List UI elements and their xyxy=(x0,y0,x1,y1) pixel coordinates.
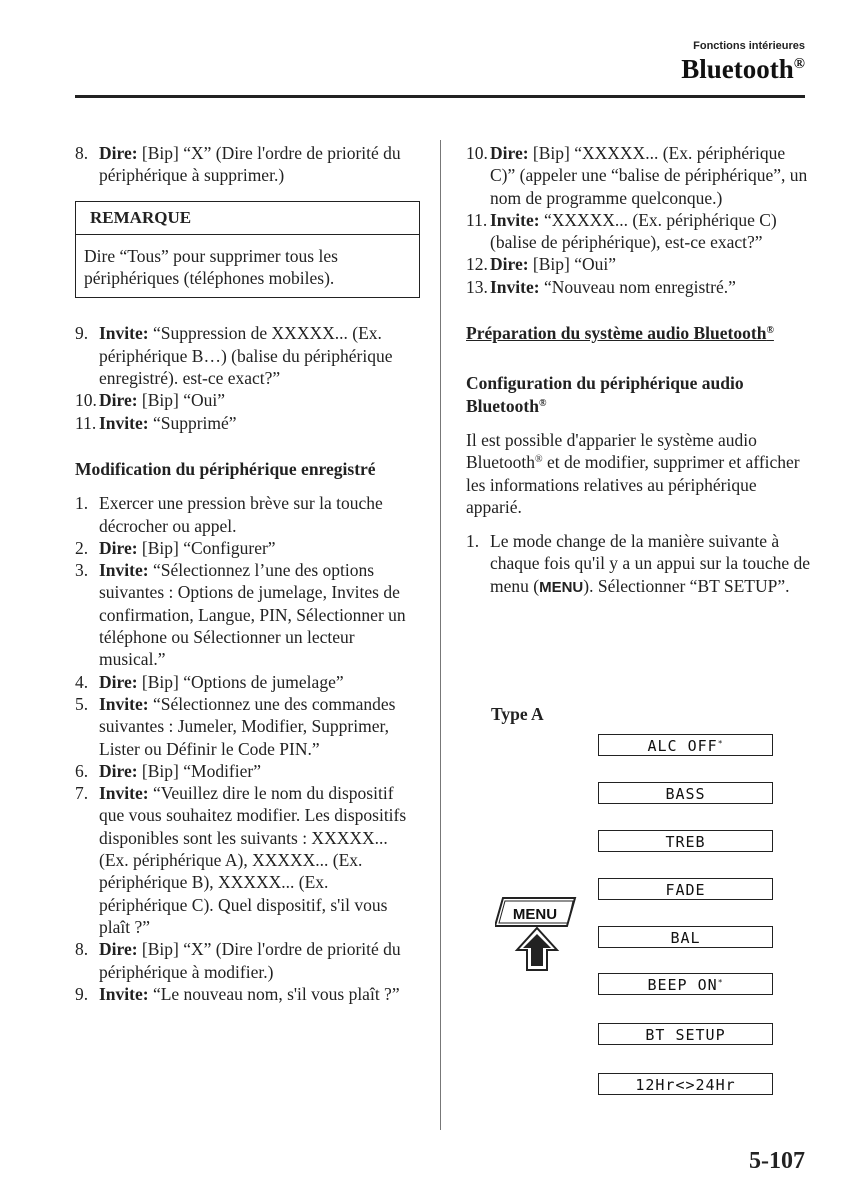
item-number: 3. xyxy=(75,560,89,581)
section-heading-configuration xyxy=(466,372,811,417)
spacer xyxy=(466,518,811,530)
header-section: Fonctions intérieures xyxy=(693,40,805,52)
menu-button-illustration xyxy=(495,896,581,983)
type-a-label: Type A xyxy=(491,704,544,724)
list-item xyxy=(466,209,811,254)
note-title: REMARQUE xyxy=(76,202,419,235)
item-label: Dire: xyxy=(490,254,529,275)
display-text: BEEP ON xyxy=(647,976,718,994)
intro-paragraph xyxy=(466,429,811,518)
item-number: 8. xyxy=(75,939,89,960)
display-text: TREB xyxy=(665,833,706,851)
display-bal xyxy=(598,926,773,948)
item-number: 9. xyxy=(75,983,89,1004)
note-body: Dire “Tous” pour supprimer tous les périphériques (téléphones mobiles). xyxy=(84,245,338,289)
item-number: 1. xyxy=(466,531,480,552)
display-text: 12Hr<>24Hr xyxy=(635,1076,736,1094)
list-item xyxy=(75,983,420,1005)
item-number: 12. xyxy=(466,254,488,275)
list-item xyxy=(75,322,420,389)
item-number: 8. xyxy=(75,143,89,163)
item-number: 5. xyxy=(75,693,89,714)
display-mark: * xyxy=(717,978,724,987)
list-item xyxy=(466,142,811,209)
title-registered-mark: ® xyxy=(793,56,805,72)
item-number: 9. xyxy=(75,323,89,344)
display-text: BAL xyxy=(670,929,701,947)
display-alc-off xyxy=(598,734,773,756)
item-text: “Sélectionnez une des commandes suivantes : Jumeler, Modifier, Supprimer, Lister ou Définir le Code PIN.” xyxy=(99,693,396,759)
list-item xyxy=(466,530,811,599)
display-text: BT SETUP xyxy=(645,1026,726,1044)
display-bass xyxy=(598,782,773,804)
item-number: 6. xyxy=(75,760,89,781)
right-column xyxy=(466,142,811,599)
item-text: “Le nouveau nom, s'il vous plaît ?” xyxy=(148,983,400,1004)
item-text: Le mode change de la manière suivante à chaque fois qu'il y a un appui sur la touche de menu ( xyxy=(490,531,811,596)
item-text: Exercer une pression brève sur la touche décrocher ou appel. xyxy=(99,493,383,536)
list-item xyxy=(75,760,420,782)
list-item xyxy=(75,782,420,938)
list-item xyxy=(75,142,420,187)
item-number: 4. xyxy=(75,671,89,692)
item-label: Invite: xyxy=(99,693,149,714)
item-number: 7. xyxy=(75,783,89,804)
registered-mark: ® xyxy=(766,325,774,337)
item-label: Dire: xyxy=(99,537,138,558)
menu-key-text: MENU xyxy=(512,906,558,923)
item-text: “Supprimé” xyxy=(148,412,237,433)
item-text: [Bip] “Modifier” xyxy=(137,760,261,781)
item-number: 10. xyxy=(75,390,97,411)
heading-text: Configuration du périphérique audio Bluetooth xyxy=(466,373,744,416)
menu-key-label: MENU xyxy=(539,578,584,596)
item-text: “Suppression de XXXXX... (Ex. périphérique B…) (balise du périphérique enregistré). est-ce exact?” xyxy=(99,323,393,389)
item-text: [Bip] “Options de jumelage” xyxy=(137,671,344,692)
display-text: FADE xyxy=(665,881,706,899)
note-box xyxy=(75,201,420,299)
item-number: 13. xyxy=(466,276,488,297)
item-text: “Veuillez dire le nom du dispositif que vous souhaitez modifier. Les dispositifs disponibles sont les suivants : XXXXX... (Ex. périphérique A), XXXXX... (Ex. périphérique B), XXXXX... (Ex. périphérique C). Quel dispositif, s'il vous plaît ?” xyxy=(99,783,407,937)
left-column xyxy=(75,142,420,1005)
column-divider xyxy=(440,140,441,1130)
list-item xyxy=(75,693,420,760)
item-label: Dire: xyxy=(490,143,529,163)
display-beep-on xyxy=(598,973,773,995)
registered-mark: ® xyxy=(538,397,547,409)
item-number: 11. xyxy=(75,412,97,433)
paragraph-text: et de modifier, supprimer et afficher les informations relatives au périphérique apparié. xyxy=(466,452,800,517)
item-number: 11. xyxy=(466,209,488,230)
section-heading-modification: Modification du périphérique enregistré xyxy=(75,458,376,479)
display-12hr-24hr xyxy=(598,1073,773,1095)
header-rule xyxy=(75,95,805,98)
list-item xyxy=(75,938,420,983)
display-text: ALC OFF xyxy=(647,737,718,755)
item-label: Invite: xyxy=(99,560,149,581)
list-item xyxy=(75,412,420,434)
item-text: [Bip] “XXXXX... (Ex. périphérique C)” (appeler une “balise de périphérique”, un nom de programme quelconque.) xyxy=(490,143,808,208)
item-label: Dire: xyxy=(99,760,138,781)
item-number: 1. xyxy=(75,493,89,514)
page-number: 5-107 xyxy=(749,1148,805,1174)
item-label: Invite: xyxy=(99,983,149,1004)
item-number: 2. xyxy=(75,537,89,558)
heading-text: Préparation du système audio Bluetooth xyxy=(466,323,767,344)
page-title xyxy=(681,54,805,85)
item-text: “Sélectionnez l’une des options suivantes : Options de jumelage, Invites de confirmation, Langue, PIN, Sélectionner un téléphone ou Sélectionner un lecteur musical.” xyxy=(99,560,406,670)
list-item xyxy=(75,537,420,559)
display-fade xyxy=(598,878,773,900)
title-text: Bluetooth xyxy=(681,54,794,84)
menu-button-graphic xyxy=(495,896,581,978)
item-text: [Bip] “X” (Dire l'ordre de priorité du périphérique à modifier.) xyxy=(99,939,401,982)
display-bt-setup xyxy=(598,1023,773,1045)
item-label: Dire: xyxy=(99,390,138,411)
item-label: Invite: xyxy=(490,209,540,230)
item-label: Invite: xyxy=(490,276,540,297)
item-label: Dire: xyxy=(99,143,138,163)
item-label: Invite: xyxy=(99,783,149,804)
item-label: Dire: xyxy=(99,939,138,960)
item-text: [Bip] “Oui” xyxy=(137,390,226,411)
item-text: “Nouveau nom enregistré.” xyxy=(539,276,736,297)
item-text: [Bip] “Oui” xyxy=(528,254,617,275)
display-treb xyxy=(598,830,773,852)
item-label: Invite: xyxy=(99,412,149,433)
item-text: ). Sélectionner “BT SETUP”. xyxy=(583,575,790,596)
display-mark: * xyxy=(717,739,724,748)
list-item xyxy=(75,671,420,693)
list-item xyxy=(466,253,811,275)
list-item xyxy=(466,276,811,298)
item-text: [Bip] “X” (Dire l'ordre de priorité du périphérique à supprimer.) xyxy=(99,143,401,186)
paragraph-text: Il est possible d'apparier le système audio Bluetooth xyxy=(466,429,757,473)
item-text: [Bip] “Configurer” xyxy=(137,537,276,558)
item-text: “XXXXX... (Ex. périphérique C) (balise de périphérique), est-ce exact?” xyxy=(490,209,777,253)
list-item xyxy=(75,492,420,537)
list-item xyxy=(75,559,420,670)
item-number: 10. xyxy=(466,143,488,163)
registered-mark: ® xyxy=(535,454,543,466)
list-item xyxy=(75,389,420,411)
item-label: Invite: xyxy=(99,323,149,344)
section-heading-preparation xyxy=(466,322,811,344)
display-text: BASS xyxy=(665,785,706,803)
item-label: Dire: xyxy=(99,671,138,692)
